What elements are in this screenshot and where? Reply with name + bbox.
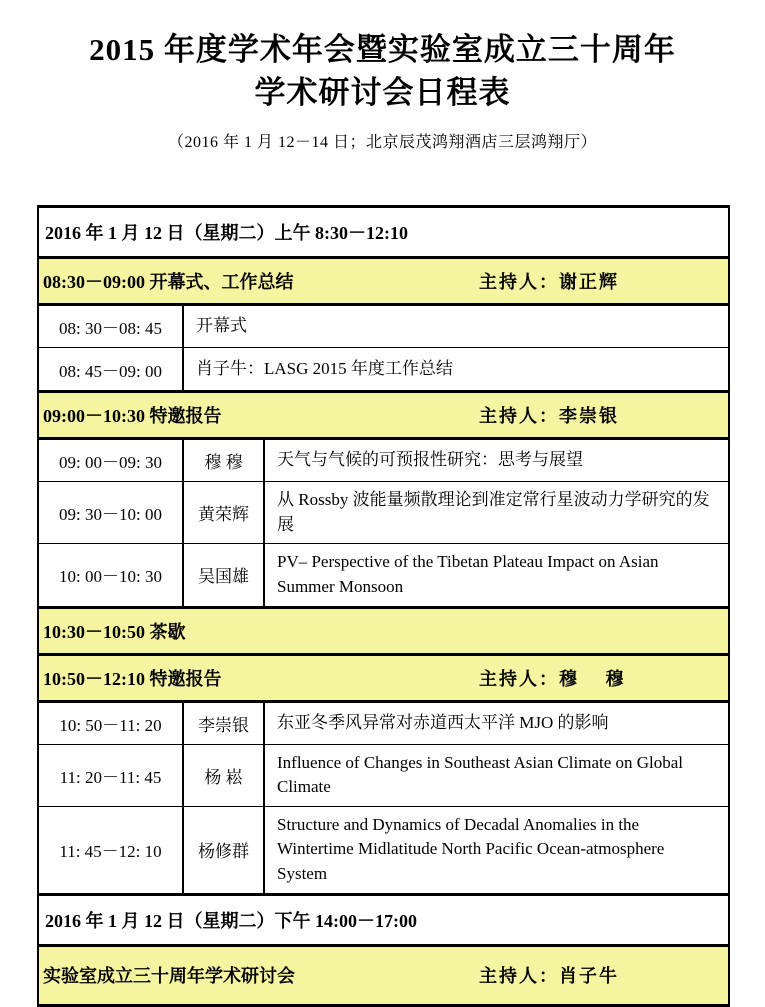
talk-title-cell: 东亚冬季风异常对赤道西太平洋 MJO 的影响 xyxy=(277,712,609,732)
session-host-label: 主持人：穆 穆 xyxy=(479,668,626,689)
time-cell: 10: 50－11: 20 xyxy=(39,703,184,744)
session-host-label: 主持人：肖子牛 xyxy=(479,966,619,987)
date-header-row xyxy=(39,893,728,944)
session-header-row xyxy=(39,256,728,303)
document-title xyxy=(0,28,765,115)
session-label: 08:30－09:00 开幕式、工作总结 xyxy=(43,272,294,292)
time-cell: 08: 30－08: 45 xyxy=(39,306,184,347)
talk-row xyxy=(39,806,728,893)
talk-row xyxy=(39,543,728,605)
agenda-row xyxy=(39,303,728,347)
talk-title-cell: Influence of Changes in Southeast Asian Climate on Global Climate xyxy=(277,752,684,797)
session-label: 实验室成立三十周年学术研讨会 xyxy=(43,966,295,987)
talk-row xyxy=(39,481,728,543)
talk-title-cell: 从 Rossby 波能量频散理论到准定常行星波动力学研究的发展 xyxy=(277,490,710,534)
speaker-cell: 杨修群 xyxy=(184,807,265,893)
date-header-text: 2016 年 1 月 12 日（星期二）下午 14:00－17:00 xyxy=(45,910,417,931)
document-header xyxy=(0,0,765,152)
time-cell: 11: 20－11: 45 xyxy=(39,745,184,806)
speaker-cell: 李崇银 xyxy=(184,703,265,744)
session-label: 09:00－10:30 特邀报告 xyxy=(43,406,222,426)
talk-row xyxy=(39,700,728,744)
time-cell: 09: 30－10: 00 xyxy=(39,482,184,543)
talk-title-cell: Structure and Dynamics of Decadal Anomalies in the Wintertime Midlatitude North Pacific Ocean-atmosphere System xyxy=(277,814,665,884)
time-cell: 10: 00－10: 30 xyxy=(39,544,184,605)
session-host-label: 主持人：谢正辉 xyxy=(479,272,619,292)
date-header-text: 2016 年 1 月 12 日（星期二）上午 8:30－12:10 xyxy=(45,223,408,243)
schedule-table xyxy=(37,205,730,1007)
session-header-row xyxy=(39,653,728,700)
document-title-line2: 学术研讨会日程表 xyxy=(254,75,511,111)
session-host-label: 主持人：李崇银 xyxy=(479,406,619,426)
time-cell: 08: 45－09: 00 xyxy=(39,348,184,390)
speaker-cell: 穆 穆 xyxy=(184,440,265,481)
break-label: 10:30－10:50 茶歇 xyxy=(43,621,186,642)
speaker-cell: 吴国雄 xyxy=(184,544,265,605)
date-header-row xyxy=(39,208,728,256)
document-subtitle: （2016 年 1 月 12－14 日；北京辰茂鸿翔酒店三层鸿翔厅） xyxy=(167,133,597,151)
break-row xyxy=(39,606,728,653)
time-cell: 09: 00－09: 30 xyxy=(39,440,184,481)
content-cell: 肖子牛：LASG 2015 年度工作总结 xyxy=(196,358,453,378)
session-header-row xyxy=(39,390,728,437)
talk-row xyxy=(39,437,728,481)
talk-title-cell: 天气与气候的可预报性研究：思考与展望 xyxy=(277,450,583,470)
document-title-line1: 2015 年度学术年会暨实验室成立三十周年 xyxy=(89,32,676,67)
speaker-cell: 黄荣辉 xyxy=(184,482,265,543)
session-label: 10:50－12:10 特邀报告 xyxy=(43,668,222,689)
agenda-row xyxy=(39,347,728,390)
content-cell: 开幕式 xyxy=(196,316,247,336)
talk-title-cell: PV– Perspective of the Tibetan Plateau Impact on Asian Summer Monsoon xyxy=(277,552,659,596)
session-header-row xyxy=(39,944,728,1004)
talk-row xyxy=(39,744,728,806)
time-cell: 11: 45－12: 10 xyxy=(39,807,184,893)
speaker-cell: 杨 崧 xyxy=(184,745,265,806)
